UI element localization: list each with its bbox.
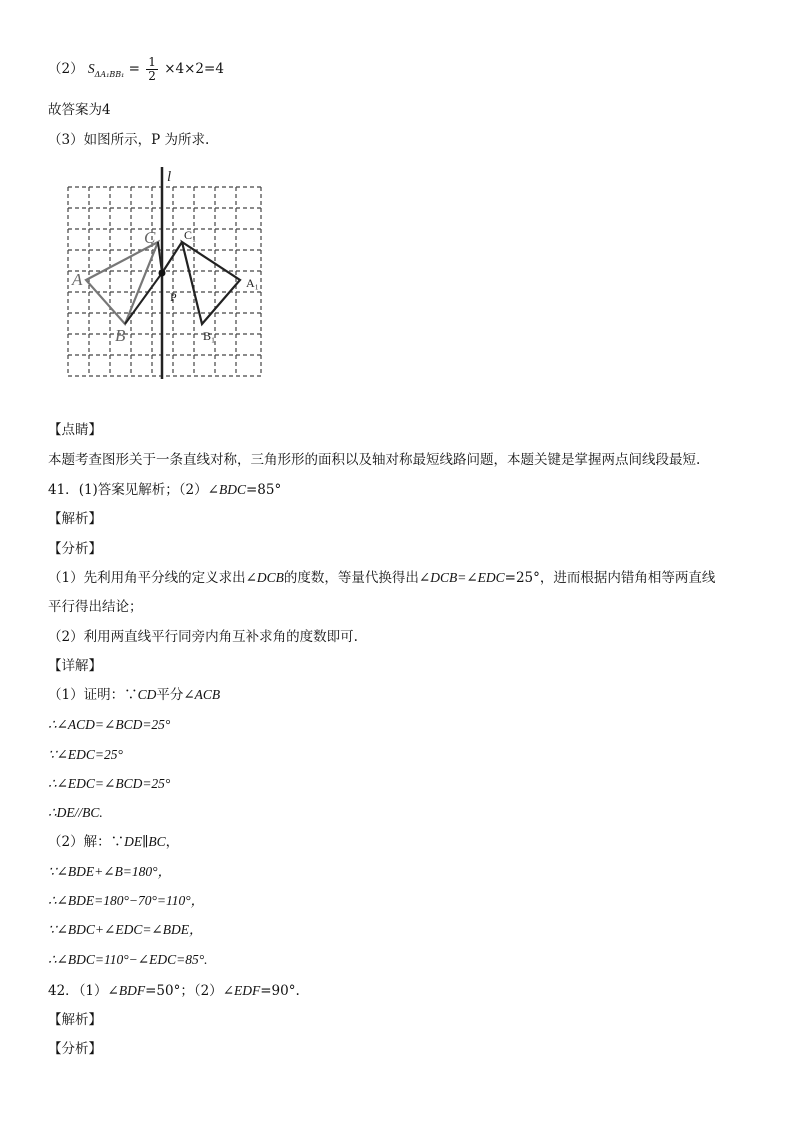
solution-line-3: ∴∠BDE=180°−70°=110°， [48,893,205,908]
q41-answer-line [48,480,281,500]
q41-value: =85° [245,482,282,498]
proof-line-5: ∴DE//BC. [48,805,103,820]
q42-part1: （1） [78,983,108,999]
label-c1: C₁ [184,228,197,242]
proof-line-2: ∴∠ACD=∠BCD=25° [48,717,171,732]
solution-1a: （2）解：∵ [48,834,125,850]
proof-1d: ∠ACB [183,687,221,702]
triangle-abc [86,242,158,324]
segment-pc1 [162,242,182,273]
q42-answer-line [48,981,300,1001]
fraction-numerator: 1 [148,55,156,69]
point-p [159,270,166,277]
heading-xiangjie: 【详解】 [48,658,102,674]
fraction [146,56,158,83]
heading-jiexi: 【解析】 [48,511,102,527]
fenxi-line1 [48,568,715,588]
fenxi-line3: （2）利用两直线平行同旁内角互补求角的度数即可. [48,629,358,645]
area-subscript: ΔA₁BB₁ [94,70,125,79]
solution-line-2: ∵∠BDE+∠B=180°， [48,864,172,879]
solution-line-4: ∵∠BDC+∠EDC=∠BDE， [48,922,203,937]
part-label: （2） [48,61,84,77]
answer-line: 故答案为4 [48,102,111,118]
solution-1c: ， [165,834,180,850]
q42-angle-bdf: ∠BDF [107,983,146,998]
fraction-denominator: 2 [148,69,156,83]
proof-line-3: ∵∠EDC=25° [48,747,123,762]
symmetry-figure [60,165,300,390]
q42-number: 42． [48,983,79,999]
fenxi-text-c: 的度数，等量代换得出 [283,570,419,586]
area-formula-line [48,56,224,85]
proof-1a: （1）证明：∵ [48,687,138,703]
proof-line-4: ∴∠EDC=∠BCD=25° [48,776,171,791]
label-a: A [72,270,83,289]
equals-sign: = [128,61,140,77]
q41-answer-part1: (1)答案见解析；（2） [78,482,208,498]
solution-line-5: ∴∠BDC=110°−∠EDC=85°. [48,952,208,967]
q42-part2: =50°；（2） [145,983,223,999]
q41-angle: ∠BDC [207,482,246,497]
fenxi-angle-dcb: ∠DCB [245,570,284,585]
area-symbol: S [87,61,95,76]
dashed-grid [68,187,261,376]
fenxi-text-e: =25°，进而根据内错角相等两直线 [504,570,716,586]
solution-line-1 [48,832,179,852]
label-a1: A₁ [246,276,259,290]
label-p: P [170,290,177,304]
proof-1b: CD [137,687,157,702]
heading-dianjing: 【点睛】 [48,422,102,438]
part3-line: （3）如图所示，P 为所求. [48,132,210,148]
solution-1b: DE∥BC [124,834,166,849]
heading-fenxi: 【分析】 [48,541,102,557]
heading-jiexi-2: 【解析】 [48,1012,102,1028]
proof-1c: 平分 [156,687,184,703]
q41-number: 41． [48,482,79,498]
label-b1: B₁ [203,329,216,343]
fenxi-text-a: （1）先利用角平分线的定义求出 [48,570,246,586]
fenxi-line2: 平行得出结论； [48,599,143,615]
label-l: l [167,169,172,185]
proof-line-1 [48,685,220,705]
label-c: C [144,228,156,247]
heading-fenxi-2: 【分析】 [48,1041,102,1057]
fenxi-angle-eq: ∠DCB=∠EDC [418,570,505,585]
q42-part3: =90°. [260,983,300,999]
formula-rest: ×4×2=4 [164,61,224,77]
dianjing-text: 本题考查图形关于一条直线对称，三角形形的面积以及轴对称最短线路问题，本题关键是掌握两点间线段最短. [48,452,701,468]
q42-angle-edf: ∠EDF [222,983,261,998]
triangle-a1b1c1 [182,242,240,324]
label-b: B [115,326,126,345]
